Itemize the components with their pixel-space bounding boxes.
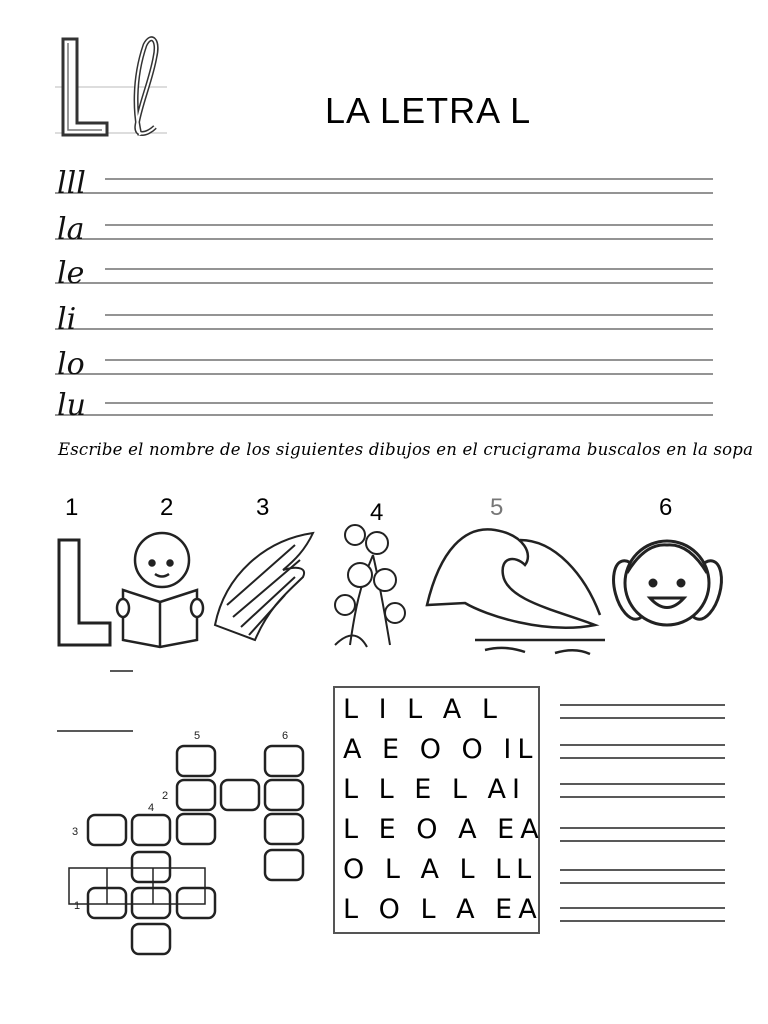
writing-row-lu: lu [57, 388, 86, 420]
word-search-row: A E O O IL [343, 734, 539, 765]
writing-row-li: li [57, 302, 77, 337]
answer-lines [560, 700, 730, 930]
picture-number-2: 2 [160, 494, 174, 521]
crossword-label-4: 4 [148, 802, 155, 814]
crossword-label-6: 6 [282, 730, 289, 742]
writing-row-lo: lo [57, 347, 85, 382]
page-title: LA LETRA L [325, 90, 532, 131]
crossword-label-5: 5 [194, 730, 201, 742]
pictures-row [55, 495, 725, 660]
writing-row-lll: lll [57, 166, 86, 201]
instruction-text: Escribe el nombre de los siguientes dibujos en el crucigrama buscalos en la sopa [58, 440, 754, 459]
crossword-label-3: 3 [72, 826, 79, 838]
word-search-row: O L A L LL [343, 854, 538, 885]
picture-number-1: 1 [65, 494, 79, 521]
letter-l-icon [59, 540, 110, 645]
crossword-grid [55, 660, 305, 960]
picture-number-5: 5 [490, 494, 504, 521]
reading-child-icon [117, 533, 203, 647]
word-search-row: L L E L AI [343, 774, 526, 805]
handwriting-practice-lines [55, 155, 720, 420]
crossword-label-2: 2 [162, 790, 169, 802]
writing-row-le: le [57, 256, 85, 291]
wave-icon [427, 529, 605, 654]
girl-face-icon [608, 541, 725, 625]
picture-number-3: 3 [256, 494, 270, 521]
word-search-box [333, 686, 545, 934]
word-search-row: L E O A EA [343, 814, 545, 845]
wing-icon [215, 533, 313, 640]
word-search-row: L I L A L [343, 694, 503, 725]
crossword-label-1: 1 [74, 900, 81, 912]
word-search-row: L O L A EA [343, 894, 543, 925]
picture-number-4: 4 [370, 499, 384, 526]
picture-number-6: 6 [659, 494, 673, 521]
flower-icon [335, 525, 405, 647]
writing-row-la: la [57, 212, 85, 247]
cursive-letter-l-graphic [55, 35, 170, 145]
